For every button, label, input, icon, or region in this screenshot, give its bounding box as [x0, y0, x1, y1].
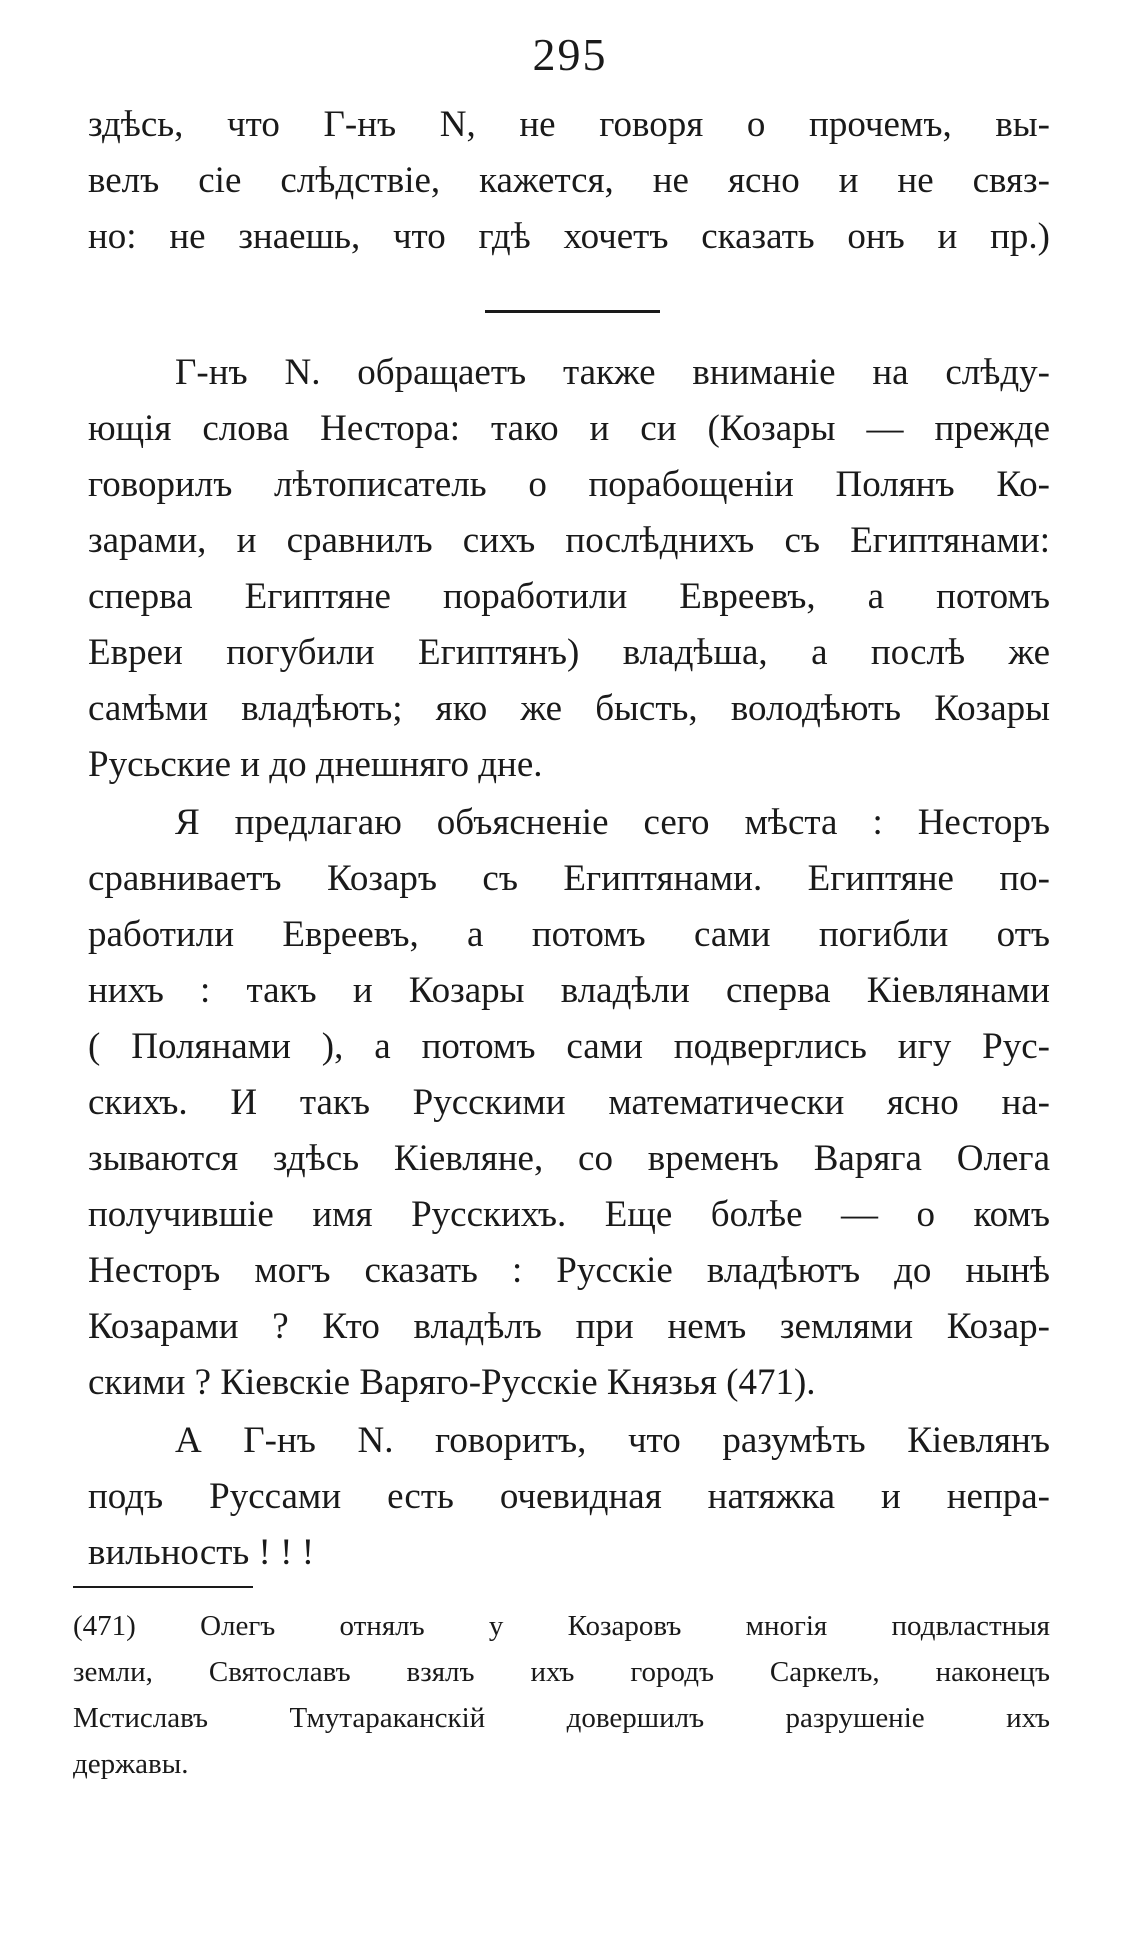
footnote-line: земли, Святославъ взялъ ихъ городъ Саркелъ, наконецъ	[73, 1656, 1050, 1688]
footnote-rule	[73, 1586, 253, 1588]
text-line: А Г-нъ N. говоритъ, что разумѣть Кіевлянъ	[175, 1420, 1050, 1461]
text-line: подъ Руссами есть очевидная натяжка и непра-	[88, 1476, 1050, 1517]
text-line: вильность ! ! !	[88, 1532, 315, 1573]
text-line: получившіе имя Русскихъ. Еще болѣе — о комъ	[88, 1194, 1050, 1235]
footnote-line: (471) Олегъ отнялъ у Козаровъ многія подвластныя	[73, 1610, 1050, 1642]
section-divider	[485, 310, 660, 313]
text-line: Евреи погубили Египтянъ) владѣша, а послѣ же	[88, 632, 1050, 673]
text-line: говорилъ лѣтописатель о порабощеніи Полянъ Ко-	[88, 464, 1050, 505]
page-number: 295	[532, 29, 608, 80]
text-line: ющія слова Нестора: тако и си (Козары — прежде	[88, 408, 1050, 449]
text-line: скихъ. И такъ Русскими математически ясно на-	[88, 1082, 1050, 1123]
footnote-line: Мстиславъ Тмутараканскій довершилъ разрушеніе ихъ	[73, 1702, 1050, 1734]
text-line: сравниваетъ Козаръ съ Египтянами. Египтяне по-	[88, 858, 1050, 899]
text-line: зываются здѣсь Кіевляне, со временъ Варяга Олега	[88, 1138, 1050, 1179]
text-line: сперва Египтяне поработили Евреевъ, а потомъ	[88, 576, 1050, 617]
text-line: но: не знаешь, что гдѣ хочетъ сказать онъ и пр.)	[88, 216, 1050, 257]
text-line: самѣми владѣють; яко же бысть, володѣють Козары	[88, 688, 1050, 729]
footnote-line: державы.	[73, 1748, 189, 1780]
text-line: ( Полянами ), а потомъ сами подверглись игу Рус-	[88, 1026, 1050, 1067]
text-line: нихъ : такъ и Козары владѣли сперва Кіевлянами	[88, 970, 1050, 1011]
text-line: Козарами ? Кто владѣлъ при немъ землями Козар-	[88, 1306, 1050, 1347]
text-line: работили Евреевъ, а потомъ сами погибли отъ	[88, 914, 1050, 955]
text-line: Я предлагаю объясненіе сего мѣста : Несторъ	[175, 802, 1050, 843]
text-line: Несторъ могъ сказать : Русскіе владѣютъ до нынѣ	[88, 1250, 1050, 1291]
text-line: скими ? Кіевскіе Варяго-Русскіе Князья (471).	[88, 1362, 816, 1403]
text-line: Г-нъ N. обращаетъ также вниманіе на слѣду-	[175, 352, 1050, 393]
text-line: Русьские и до днешняго дне.	[88, 744, 543, 785]
text-line: здѣсь, что Г-нъ N, не говоря о прочемъ, вы-	[88, 104, 1050, 145]
text-line: велъ сіе слѣдствіе, кажется, не ясно и не связ-	[88, 160, 1050, 201]
text-line: зарами, и сравнилъ сихъ послѣднихъ съ Египтянами:	[88, 520, 1050, 561]
